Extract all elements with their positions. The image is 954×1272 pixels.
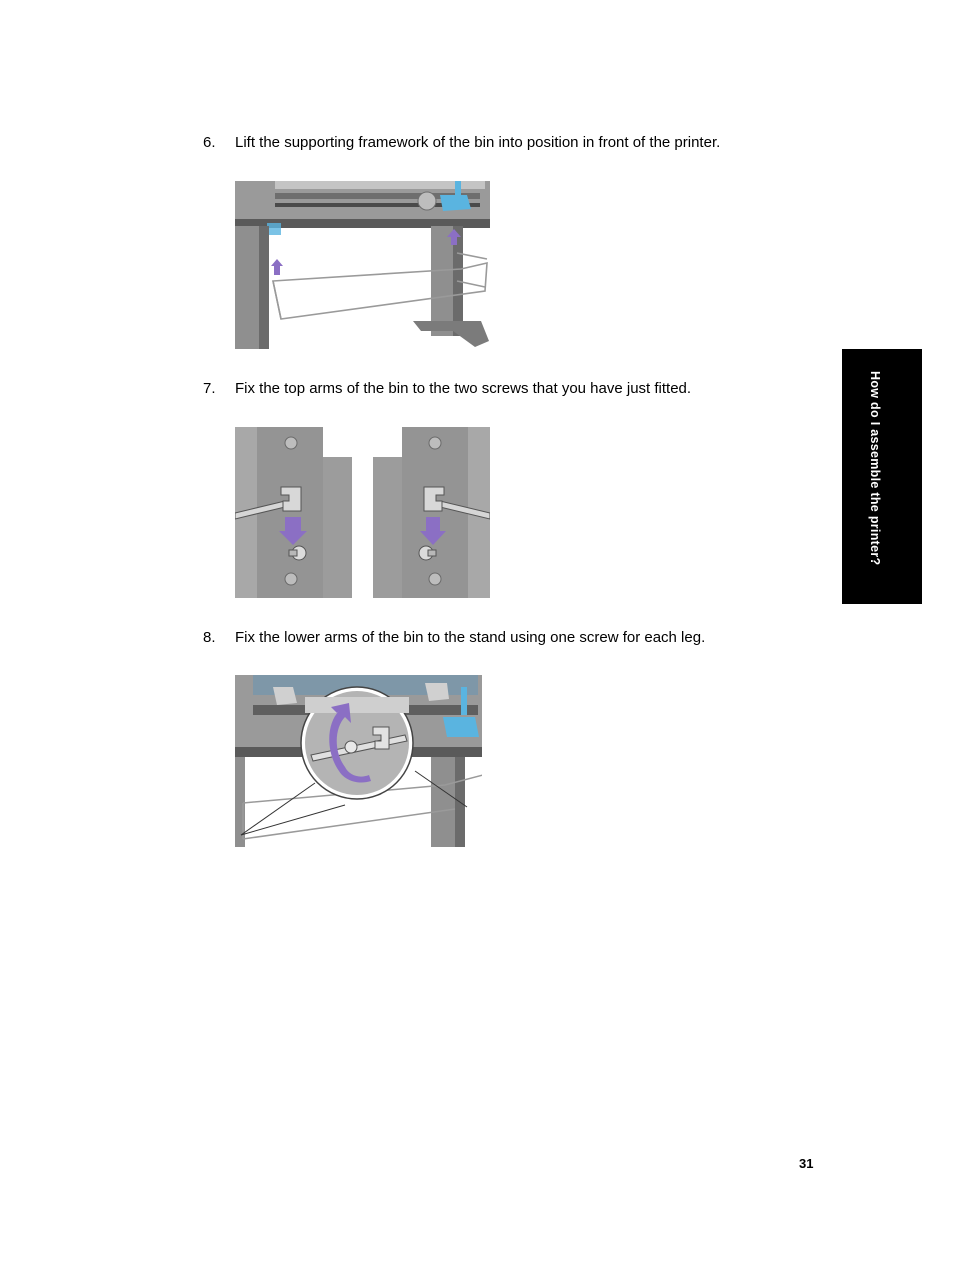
illustration-fix-lower-arms: [235, 675, 482, 847]
step-number: 8.: [203, 629, 216, 646]
step-text: Fix the lower arms of the bin to the stand using one screw for each leg.: [235, 629, 706, 646]
side-tab-text: How do I assemble the printer?: [868, 371, 882, 566]
step-number: 7.: [203, 380, 216, 397]
step-number: 6.: [203, 134, 216, 151]
side-chapter-tab: [842, 349, 922, 604]
illustration-top-arm-right: [373, 427, 490, 598]
illustration-top-arm-left: [235, 427, 352, 598]
step-text: Fix the top arms of the bin to the two screws that you have just fitted.: [235, 380, 692, 397]
page-number: 31: [799, 1156, 814, 1171]
step-text: Lift the supporting framework of the bin into position in front of the printer.: [235, 134, 721, 151]
illustration-lift-bin-frame: [235, 181, 490, 349]
